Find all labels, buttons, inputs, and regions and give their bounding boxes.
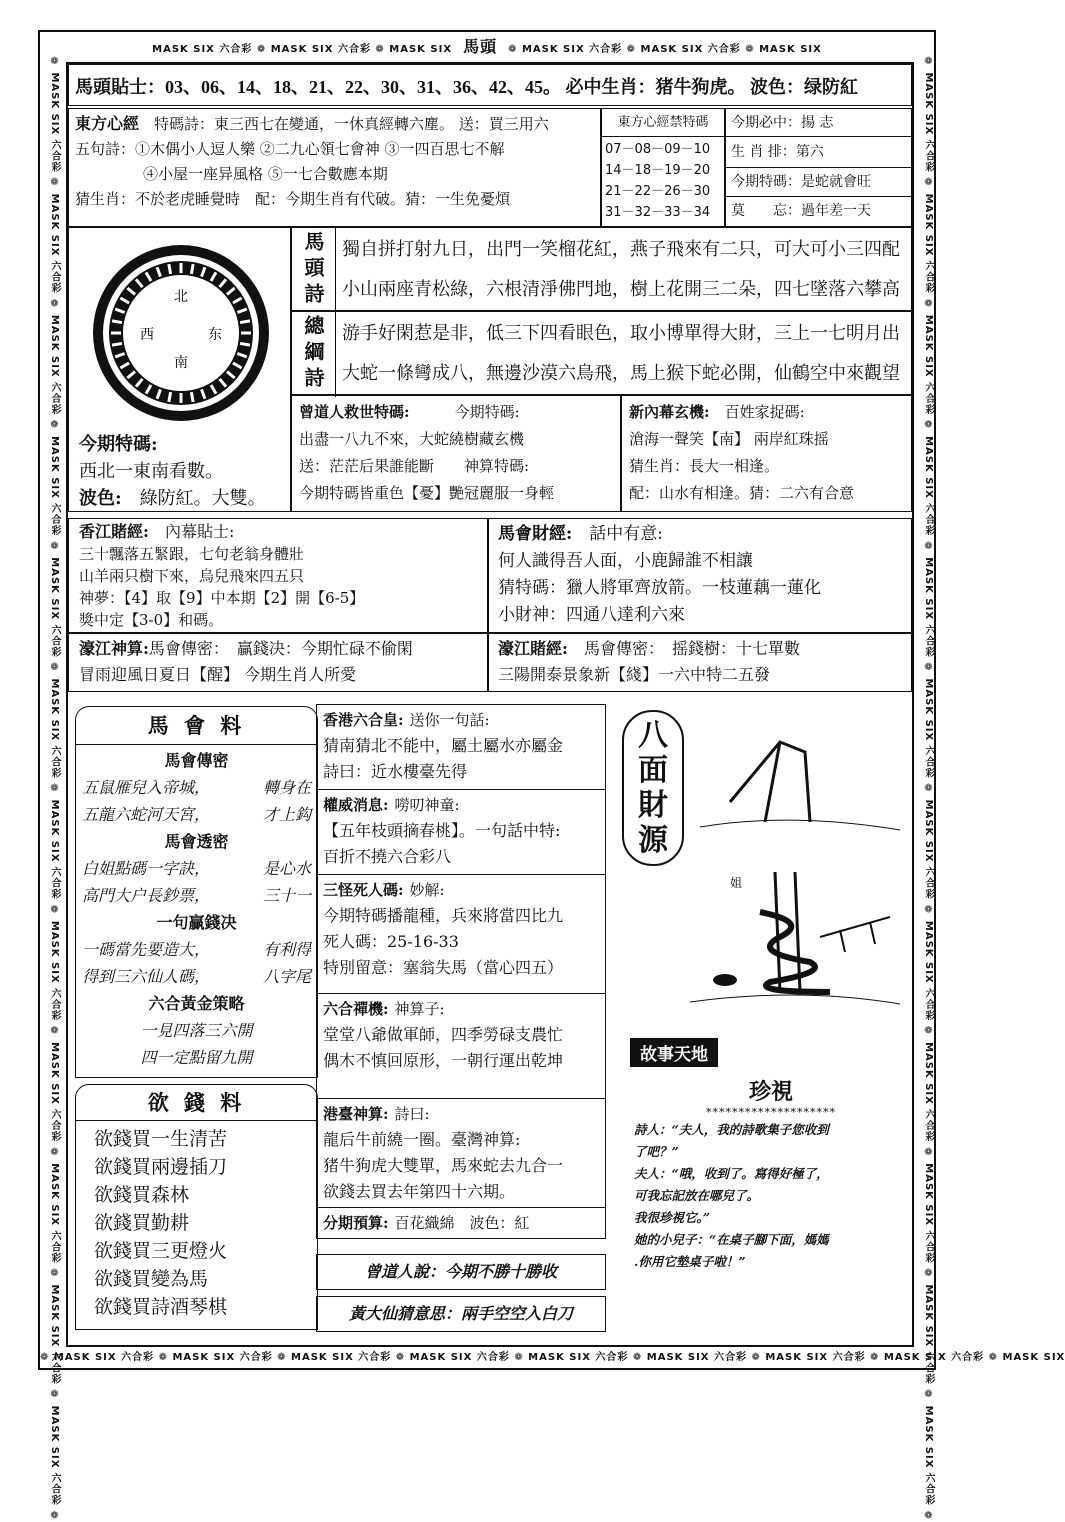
xj-line: 三十飄落五緊跟，七句老翁身體壯 <box>79 545 305 563</box>
poem-line: 小山兩座青松綠，六根清淨佛門地，樹上花開三二朵，四七墜落六攀高 <box>342 279 900 300</box>
mid-section <box>316 704 606 790</box>
hjs-line: 馬會傳密： 贏錢决：今期忙碌不偷閑 <box>148 639 413 658</box>
bamian-title: 八面財源 <box>638 718 668 858</box>
mhl-line-part: 高門大户長鈔票， <box>82 886 211 905</box>
must-value: 第六 <box>795 144 824 160</box>
mid-sub: 嘮叨神童: <box>394 796 460 814</box>
neimu-section <box>620 394 912 512</box>
poem-line: 獨自拼打射九日，出門一笑榴花紅，燕子飛來有二只，可大可小三四配 <box>342 239 900 260</box>
mhl-line-part: 轉身在 <box>262 778 311 797</box>
mhl-line-part: 八字尾 <box>262 967 311 986</box>
mid-line: 今期特碼播龍種，兵來將當四比九 <box>323 906 564 925</box>
must-label: 生 肖 排： <box>731 144 796 160</box>
story-line: 我很珍視它。” <box>634 1210 710 1225</box>
ban-row: 31－32－33－34 <box>605 205 711 220</box>
illustration-snake-tree <box>690 712 910 1042</box>
left-border: ❁ MASK SIX 六合彩 ❁ MASK SIX 六合彩 ❁ MASK SIX 六合彩 ❁ MASK SIX 六合彩 ❁ MASK SIX 六合彩 ❁ MASK SIX 六合彩 ❁ MASK SIX 六合彩 ❁ MASK SIX 六合彩 ❁ MASK SIX 六合彩 ❁ MASK SIX 六合彩 ❁ MASK SIX 六合彩 ❁ MASK SIX 六合彩 ❁ <box>49 56 60 1522</box>
haojiang-calc-section <box>68 632 489 692</box>
mhl-heading: 六合黃金策略 <box>148 994 245 1013</box>
hjs-line: 冒雨迎風日夏日【醒】 今期生肖人所愛 <box>79 665 357 684</box>
hjs-title: 濠江神算: <box>79 639 149 658</box>
zeng-title: 曾道人救世特碼: <box>299 403 410 421</box>
mid-line: 特別留意：塞翁失馬（當心四五） <box>323 958 564 977</box>
hjd-line: 三陽開泰景象新【綫】一六中特二五發 <box>498 665 771 684</box>
mid-line: 詩曰：近水樓臺先得 <box>323 762 468 781</box>
mid-line: 偶木不慎回原形，一朝行運出乾坤 <box>323 1051 564 1070</box>
zeng-line: 今期特碼皆重色【憂】艷冠麗服一身輕 <box>299 484 555 502</box>
mhl-line <box>82 1044 311 1071</box>
zeng-section <box>290 394 622 512</box>
compass-north: 北 <box>174 289 188 305</box>
must-label: 今期特碼： <box>731 174 801 190</box>
story-line: 她的小兒子：“在桌子腳下面，媽媽 <box>634 1232 829 1247</box>
mid-line: 欲錢去買去年第四十六期。 <box>323 1182 516 1201</box>
compass-wheel <box>69 227 293 427</box>
mh-line: 猜特碼：獵人將軍齊放箭。一枝蓮藕一蓮化 <box>498 578 821 598</box>
story-title: 珍視 <box>748 1079 793 1105</box>
poem-line: 大蛇一條彎成八，無邊沙漠六鳥飛，馬上猴下蛇必開，仙鶴空中來觀望 <box>342 363 900 384</box>
mid-sub: 百花織綿 波色：紅 <box>394 1214 530 1232</box>
zeng-says: 曾道人說：今期不勝十勝收 <box>316 1254 606 1290</box>
mhl-line-part: 五鼠雁兒入帝城， <box>82 778 211 797</box>
mid-line: 百折不撓六合彩八 <box>323 847 452 866</box>
mid-sub: 詩曰: <box>394 1105 430 1123</box>
mhl-heading: 一句贏錢决 <box>156 913 237 932</box>
must-value: 過年差一天 <box>801 203 871 219</box>
zeng-line: 出盡一八九不來，大蛇繞樹藏玄機 <box>299 430 525 448</box>
special-color: 綠防紅。大雙。 <box>139 488 266 509</box>
mid-line: 龍后牛前繞一圈。臺灣神算: <box>323 1130 521 1149</box>
mid-line: 堂堂八爺做軍師，四季勞碌支農忙 <box>323 1025 564 1044</box>
bamian-badge <box>622 710 684 866</box>
huang-daxian: 黃大仙猜意思：兩手空空入白刀 <box>316 1296 606 1332</box>
ban-row: 21－22－26－30 <box>605 184 711 199</box>
mid-section <box>316 1207 606 1239</box>
xj-line: 獎中定【3-0】和碼。 <box>79 611 224 629</box>
compass-section <box>68 226 292 512</box>
compass-tick <box>191 392 193 402</box>
east-line: 五句詩：①木偶小人逗人樂 ②二九心領七會神 ③一四百思七不解 <box>75 140 505 159</box>
tip-numbers: 03、06、14、18、21、22、30、31、36、42、45。 <box>165 77 561 97</box>
mhl-line <box>82 936 311 963</box>
mhl-line-part: 白姐點碼一字訣， <box>82 859 211 878</box>
compass-tick <box>169 264 171 274</box>
xj-sub: 內幕貼士: <box>164 522 235 541</box>
right-border: ❁ MASK SIX 六合彩 ❁ MASK SIX 六合彩 ❁ MASK SIX 六合彩 ❁ MASK SIX 六合彩 ❁ MASK SIX 六合彩 ❁ MASK SIX 六合彩 ❁ MASK SIX 六合彩 ❁ MASK SIX 六合彩 ❁ MASK SIX 六合彩 ❁ MASK SIX 六合彩 ❁ MASK SIX 六合彩 ❁ MASK SIX 六合彩 ❁ <box>923 56 934 1522</box>
mid-title: 六合禪機: <box>323 1000 389 1018</box>
poem-label: 馬頭詩 <box>301 231 325 309</box>
neimu-line: 猜生肖：長大一相逢。 <box>629 457 780 475</box>
compass-tick <box>112 321 122 323</box>
hjd-title: 濠江賭經: <box>498 639 568 658</box>
xj-line: 山羊兩只樹下來，烏兒飛來四五只 <box>79 567 305 585</box>
mhl-line <box>82 963 311 990</box>
mahui-finance-section <box>487 518 912 634</box>
illustration-caption: 姐 <box>730 876 743 890</box>
want-money-item: 欲錢買一生清苦 <box>94 1128 228 1150</box>
hjd-line: 馬會傳密： 摇錢樹：十七單數 <box>583 639 800 658</box>
must-value: 揚 志 <box>801 115 834 131</box>
mid-title: 權威消息: <box>323 796 389 814</box>
want-money-box <box>75 1084 318 1330</box>
story-line: 可我忘記放在哪兒了。 <box>634 1188 760 1203</box>
want-money-item: 欲錢買詩酒琴棋 <box>94 1296 228 1318</box>
poem-line: 游手好閑惹是非，低三下四看眼色，取小博單得大財，三上一七明月出 <box>342 323 900 344</box>
story-line: 詩人：“夫人，我的詩歌集子您收到 <box>634 1122 829 1137</box>
zeng-sub: 今期特碼: <box>454 403 520 421</box>
tip-row <box>68 64 912 106</box>
zodiac-label: 必中生肖： <box>565 77 656 97</box>
xj-title: 香江賭經: <box>79 522 149 541</box>
compass-tick <box>112 343 122 345</box>
border-text: MASK SIX 六合彩 ❁ <box>152 44 267 55</box>
yq-title: 欲 錢 料 <box>76 1085 317 1121</box>
mhl-line <box>82 801 311 828</box>
mid-title: 分期預算: <box>323 1214 389 1232</box>
story-stars: ******************** <box>706 1106 836 1119</box>
story-section <box>630 1038 912 1298</box>
ban-row: 14－18－19－20 <box>605 163 711 178</box>
must-value: 是蛇就會旺 <box>801 174 871 190</box>
color-value: 绿防紅 <box>804 77 858 97</box>
xj-line: 神夢：【4】取【9】中本期【2】開【6-5】 <box>79 589 365 607</box>
color-label: 波色： <box>750 77 804 97</box>
compass-tick <box>240 321 250 323</box>
mid-title: 香港六合皇: <box>323 711 404 729</box>
mhl-line-part: 五龍六蛇河天宮， <box>82 805 211 824</box>
mid-section <box>316 993 606 1099</box>
mid-sub: 神算子: <box>394 1000 445 1018</box>
east-line: 猜生肖：不於老虎睡覺時 配：今期生肖有代破。猜：一生免憂煩 <box>75 189 511 208</box>
tip-label: 馬頭貼士： <box>75 77 165 97</box>
mahui-material-box <box>75 706 318 1078</box>
mhl-line-part: 才上鈎 <box>262 805 311 824</box>
must-win-table <box>724 108 912 228</box>
ban-codes-table <box>600 108 726 228</box>
mid-title: 三怪死人碼: <box>323 881 404 899</box>
mid-section <box>316 789 606 875</box>
mh-sub: 話中有意: <box>589 524 664 544</box>
horse-head-poem <box>290 226 912 312</box>
header-title: 馬頭 <box>463 37 498 56</box>
mhl-line-part: 四一定點留九開 <box>140 1048 253 1067</box>
mid-line: 死人碼：25-16-33 <box>323 932 459 951</box>
want-money-item: 欲錢買森林 <box>94 1184 190 1206</box>
special-color-label: 波色: <box>79 488 122 509</box>
mid-line: 猪牛狗虎大雙單，馬來蛇去九合一 <box>323 1156 564 1175</box>
compass-tick <box>169 392 171 402</box>
ban-title: 東方心經禁特碼 <box>601 109 725 137</box>
mid-sub: 妙解: <box>409 881 445 899</box>
mhl-line-part: 一見四落三六開 <box>140 1021 253 1040</box>
compass-south: 南 <box>174 355 188 371</box>
bottom-border: ❁ MASK SIX 六合彩 ❁ MASK SIX 六合彩 ❁ MASK SIX 六合彩 ❁ MASK SIX 六合彩 ❁ MASK SIX 六合彩 ❁ MASK SIX 六合彩 ❁ MASK SIX 六合彩 ❁ MASK SIX 六合彩 ❁ MASK SIX <box>40 1352 1065 1363</box>
middle-column <box>316 704 606 1244</box>
special-title: 今期特碼: <box>79 434 158 455</box>
compass-east: 东 <box>208 327 222 343</box>
want-money-item: 欲錢買變為馬 <box>94 1268 209 1290</box>
mhl-line-part: 三十一 <box>262 886 311 905</box>
compass-tick <box>191 264 193 274</box>
mid-title: 港臺神算: <box>323 1105 389 1123</box>
want-money-item: 欲錢買兩邊插刀 <box>94 1156 228 1178</box>
mid-sub: 送你一句話: <box>409 711 490 729</box>
east-line: ④小屋一座异風格 ⑤一七合數應本期 <box>143 165 388 184</box>
mh-title: 馬會財經: <box>498 524 573 544</box>
want-money-item: 欲錢買三更燈火 <box>94 1240 228 1262</box>
mhl-line <box>82 774 311 801</box>
east-line: 特碼詩：東三西七在變通，一休真經轉六塵。 送：買三用六 <box>154 115 549 133</box>
special-code <box>69 431 291 512</box>
mhl-line <box>82 855 311 882</box>
mid-line: 猜南猜北不能中，屬土屬水亦屬金 <box>323 736 564 755</box>
top-border: MASK SIX 六合彩 ❁ MASK SIX 六合彩 ❁ MASK SIX 馬頭 ❁ MASK SIX 六合彩 ❁ MASK SIX 六合彩 ❁ MASK SIX <box>152 37 822 56</box>
mid-section <box>316 874 606 994</box>
neimu-line: 滄海一聲笑【南】 兩岸紅珠摇 <box>629 430 829 448</box>
neimu-sub: 百姓家捉碼: <box>724 403 805 421</box>
mid-line: 【五年枝頭摘春桃】。一句話中特: <box>323 821 561 840</box>
story-line: 了吧？” <box>634 1144 679 1159</box>
mhl-heading: 馬會傳密 <box>164 751 229 770</box>
poem-label: 總綱詩 <box>301 315 325 393</box>
special-line: 西北一東南看數。 <box>79 461 223 482</box>
compass-west: 西 <box>140 327 154 343</box>
xiangjiang-section <box>68 518 489 634</box>
must-label: 今期必中： <box>731 115 801 131</box>
zeng-line: 送：茫茫后果誰能斷 神算特碼: <box>299 457 530 475</box>
story-line: .你用它墊桌子啦！” <box>634 1254 746 1269</box>
mhl-line <box>82 882 311 909</box>
east-heart-section <box>68 108 602 228</box>
mhl-line-part: 有利得 <box>262 940 311 959</box>
compass-tick <box>240 343 250 345</box>
ban-row: 07－08－09－10 <box>605 142 711 157</box>
zodiac-value: 猪牛狗虎。 <box>655 77 746 97</box>
want-money-item: 欲錢買勤耕 <box>94 1212 190 1234</box>
mhl-line-part: 是心水 <box>262 859 311 878</box>
mh-line: 何人識得吾人面，小鹿歸誰不相讓 <box>498 551 753 571</box>
story-tag: 故事天地 <box>630 1038 718 1067</box>
neimu-line: 配：山水有相逢。猜：二六有合意 <box>629 484 855 502</box>
mh-line: 小財神：四通八達利六來 <box>498 605 685 625</box>
must-label: 莫 忘： <box>731 203 801 219</box>
mhl-line-part: 得到三六仙人碼， <box>82 967 211 986</box>
story-line: 夫人：“哦，收到了。寫得好極了， <box>634 1166 829 1181</box>
mhl-line <box>82 1017 311 1044</box>
mhl-title: 馬 會 料 <box>76 707 317 745</box>
mhl-line-part: 一碼當先要造大， <box>82 940 211 959</box>
mid-section <box>316 1098 606 1208</box>
east-title: 東方心經 <box>75 114 140 133</box>
mhl-heading: 馬會透密 <box>164 832 229 851</box>
neimu-title: 新內幕玄機: <box>629 403 710 421</box>
haojiang-gamble-section <box>487 632 912 692</box>
general-poem <box>290 310 912 396</box>
